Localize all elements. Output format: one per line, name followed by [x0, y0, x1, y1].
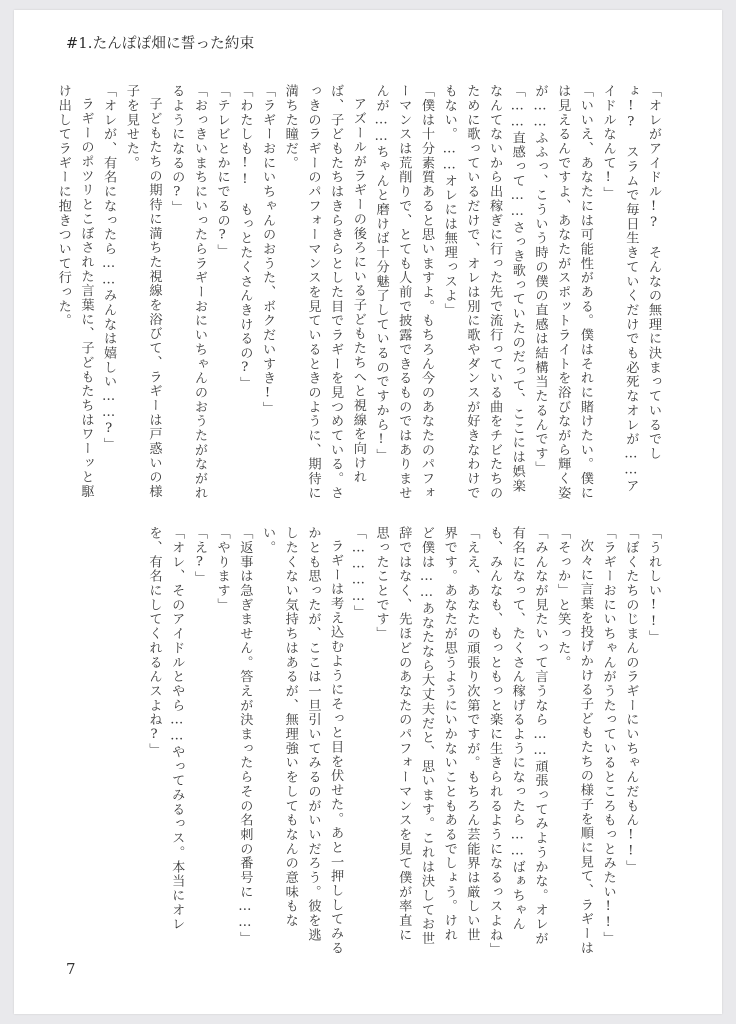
page-number: 7	[66, 960, 76, 978]
novel-page	[14, 10, 722, 1014]
paragraph: 「ええ、あなたの頑張り次第ですが。もちろん芸能界は厳しい世界です。あなたが思うようにいかないこともあるでしょう。けれど僕は……あなたなら大丈夫だと、思います。これは決してお世辞ではなく、先ほどのあなたのパフォーマンスを見て僕が率直に思ったことです」	[373, 526, 480, 946]
paragraph: ラギーのポツリとこぼされた言葉に、子どもたちはワーッと駆け出してラギーに抱きついて行った。	[55, 84, 94, 499]
paragraph: 「ラギーおにいちゃんがうたっているところもっとみたい!!」	[600, 526, 616, 946]
paragraph: 「返事は急ぎません。答えが決まったらその名刺の番号に……」	[237, 526, 253, 946]
paragraph: 「いいえ、あなたには可能性がある。僕はそれに賭けたい。僕には見えるんですよ、あなたがスポットライトを浴びながら輝く姿が……ふふっ、こういう時の僕の直感は結構当たるんです」	[532, 84, 593, 501]
paragraph: 「みんなが見たいって言うなら……頑張ってみようかな。オレが有名になって、たくさん稼げるようになったら……ばぁちゃんも、みんなも、もっともっと楽に生きられるようになるっスよね」	[487, 526, 548, 957]
paragraph: 子どもたちの期待に満ちた視線を浴びて、ラギーは戸惑いの様子を見せた。	[123, 84, 162, 499]
paragraph: 「ぼくたちのじまんのラギーにいちゃんだもん!!」	[623, 526, 639, 874]
body-text-block-two	[94, 526, 664, 956]
paragraph: 「オレがアイドル!? そんなの無理に決まっているでしょ!? スラムで毎日生きていくだけでも必死なオレが……アイドルなんて!」	[600, 84, 661, 493]
paragraph: 次々に言葉を投げかける子どもたちの様子を順に見て、ラギーは「そっか」と笑った。	[555, 526, 593, 956]
paragraph: 「テレビとかにでるの?」	[214, 84, 230, 258]
paragraph: 「オレが、有名になったら……みんなは嬉しい……?」	[101, 84, 117, 452]
paragraph: ラギーは考え込むようにそっと目を伏せた。あと一押ししてみるかとも思ったが、ここは一旦引いてみるのがいいだろう。彼を逃したくない気持ちはあるが、無理強いをしてもなんの意味もない。	[260, 526, 344, 956]
paragraph: 「…………」	[350, 526, 366, 620]
paragraph: 「……直感って……さっき歌っていたのだって、ここには娯楽なんてないから出稼ぎに行った先で流行っている曲をチビたちのために歌っているだけで、オレは別に歌やダンスが好きなわけでもない。……オレには無理っスよ」	[441, 84, 525, 501]
paragraph: 「うれしい!!」	[646, 526, 661, 645]
chapter-header: #1.たんぽぽ畑に誓った約束	[66, 36, 255, 52]
paragraph: 「僕は十分素質あると思いますよ。もちろん今のあなたのパフォーマンスは荒削りで、とても人前で披露できるものではありませんが……ちゃんと磨けば十分魅了しているのですから!」	[373, 84, 434, 501]
paragraph: アズールがラギーの後ろにいる子どもたちへと視線を向ければ、子どもたちはきらきらとした目でラギーを見つめている。さっきのラギーのパフォーマンスを見ているときのように、期待に満ちた瞳だ。	[282, 84, 366, 501]
paragraph: 「え?」	[191, 526, 207, 586]
paragraph: 「やります」	[214, 526, 230, 613]
paragraph: 「オレ、そのアイドルとやら……やってみるっス。本当にオレを、有名にしてくれるんスよね?」	[146, 526, 185, 932]
paragraph: 「ラギーおにいちゃんのおうた、ボクだいすき!」	[260, 84, 276, 416]
paragraph: 「わたしも!! もっとたくさんきけるの?」	[237, 84, 253, 391]
body-text-block-one	[55, 84, 664, 502]
paragraph: 「おっきいまちにいったらラギーおにいちゃんのおうたがながれるようになるの?」	[169, 84, 207, 501]
